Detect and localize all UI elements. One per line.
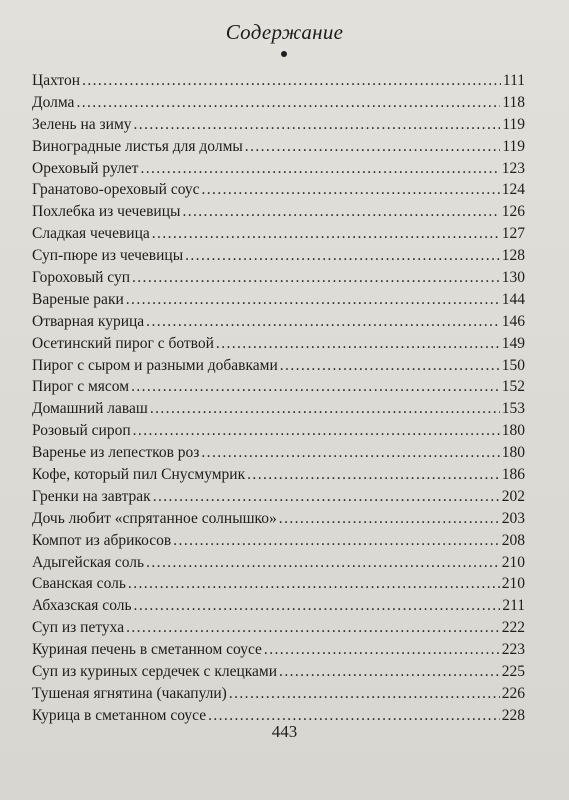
toc-dot-leader <box>279 508 500 530</box>
toc-entry-page: 210 <box>501 575 525 593</box>
toc-entry-title: Осетинский пирог с ботвой <box>32 334 214 352</box>
toc-entry-title: Адыгейская соль <box>32 553 145 571</box>
toc-dot-leader <box>245 136 501 158</box>
toc-entry-page: 153 <box>501 400 525 418</box>
toc-dot-leader <box>280 355 500 377</box>
toc-entry <box>32 267 525 289</box>
toc-dot-leader <box>146 552 500 574</box>
toc-entry <box>32 333 525 355</box>
toc-entry-page: 226 <box>501 684 525 702</box>
toc-dot-leader <box>128 573 500 595</box>
toc-dot-leader <box>76 92 500 114</box>
toc-entry-title: Зелень на зиму <box>32 115 132 133</box>
toc-dot-leader <box>153 486 500 508</box>
toc-entry-page: 146 <box>501 312 525 330</box>
toc-dot-leader <box>150 398 500 420</box>
toc-entry-title: Кофе, который пил Снусмумрик <box>32 466 246 484</box>
toc-entry-page: 119 <box>502 137 525 155</box>
toc-entry-page: 223 <box>501 641 525 659</box>
toc-entry-title: Дочь любит «спрятанное солнышко» <box>32 509 277 527</box>
table-of-contents <box>32 70 525 727</box>
toc-entry-title: Вареные раки <box>32 290 124 308</box>
toc-entry-page: 203 <box>501 509 525 527</box>
toc-entry <box>32 442 525 464</box>
toc-dot-leader <box>126 617 500 639</box>
toc-entry <box>32 639 525 661</box>
toc-entry-page: 152 <box>501 378 525 396</box>
toc-dot-leader <box>264 639 500 661</box>
toc-entry-page: 150 <box>501 356 525 374</box>
toc-dot-leader <box>229 683 500 705</box>
toc-dot-leader <box>201 442 499 464</box>
toc-entry-page: 202 <box>501 487 525 505</box>
toc-entry <box>32 311 525 333</box>
toc-entry-title: Суп из куриных сердечек с клецками <box>32 663 278 681</box>
toc-dot-leader <box>247 464 500 486</box>
toc-entry <box>32 92 525 114</box>
toc-entry-page: 225 <box>501 663 525 681</box>
toc-entry-page: 123 <box>501 159 525 177</box>
toc-entry-page: 208 <box>501 531 525 549</box>
toc-dot-leader <box>152 223 500 245</box>
toc-entry-title: Цахтон <box>32 72 81 89</box>
toc-entry-title: Тушеная ягнятина (чакапули) <box>32 684 227 702</box>
toc-entry <box>32 223 525 245</box>
toc-entry-title: Варенье из лепестков роз <box>32 444 200 462</box>
toc-entry-title: Домашний лаваш <box>32 400 148 418</box>
toc-entry <box>32 595 525 617</box>
toc-entry <box>32 464 525 486</box>
toc-dot-leader <box>146 311 500 333</box>
toc-entry <box>32 114 525 136</box>
toc-entry-title: Куриная печень в сметанном соусе <box>32 641 262 659</box>
toc-entry <box>32 617 525 639</box>
toc-entry <box>32 376 525 398</box>
toc-entry-title: Пирог с сыром и разными добавками <box>32 356 278 374</box>
toc-entry <box>32 530 525 552</box>
toc-entry-title: Абхазская соль <box>32 597 132 615</box>
toc-entry <box>32 420 525 442</box>
toc-entry-page: 186 <box>501 466 525 484</box>
toc-dot-leader <box>182 201 499 223</box>
toc-entry <box>32 661 525 683</box>
toc-entry-title: Гороховый суп <box>32 269 130 287</box>
toc-entry-page: 111 <box>502 72 525 89</box>
toc-entry <box>32 70 525 92</box>
toc-dot-leader <box>134 114 501 136</box>
toc-dot-leader <box>133 420 500 442</box>
toc-entry <box>32 486 525 508</box>
toc-entry-title: Виноградные листья для долмы <box>32 137 243 155</box>
toc-entry <box>32 179 525 201</box>
toc-entry <box>32 355 525 377</box>
toc-entry <box>32 136 525 158</box>
toc-entry-title: Компот из абрикосов <box>32 531 172 549</box>
toc-entry-page: 228 <box>501 706 525 724</box>
toc-entry-title: Похлебка из чечевицы <box>32 203 181 221</box>
toc-dot-leader <box>134 595 501 617</box>
title-ornament-dot <box>281 51 287 57</box>
toc-entry-title: Курица в сметанном соусе <box>32 706 207 724</box>
toc-entry <box>32 508 525 530</box>
toc-entry-title: Сванская соль <box>32 575 126 593</box>
toc-entry-page: 222 <box>501 619 525 637</box>
toc-entry <box>32 552 525 574</box>
toc-dot-leader <box>126 289 500 311</box>
toc-entry-title: Пирог с мясом <box>32 378 130 396</box>
toc-entry-page: 124 <box>501 181 525 199</box>
toc-dot-leader <box>173 530 499 552</box>
page-number: 443 <box>271 722 298 741</box>
toc-entry-page: 127 <box>501 225 525 243</box>
toc-dot-leader <box>140 158 499 180</box>
toc-entry <box>32 683 525 705</box>
toc-entry-page: 149 <box>501 334 525 352</box>
toc-entry <box>32 245 525 267</box>
toc-entry-title: Отварная курица <box>32 312 145 330</box>
toc-entry <box>32 289 525 311</box>
toc-entry-title: Ореховый рулет <box>32 159 139 177</box>
toc-entry-page: 128 <box>501 247 525 265</box>
toc-entry-page: 119 <box>502 115 525 133</box>
toc-entry-page: 211 <box>502 597 525 615</box>
toc-entry <box>32 398 525 420</box>
toc-entry <box>32 573 525 595</box>
toc-dot-leader <box>131 376 500 398</box>
toc-entry-page: 180 <box>501 444 525 462</box>
toc-entry-title: Розовый сироп <box>32 422 131 440</box>
toc-dot-leader <box>82 70 501 92</box>
toc-entry-page: 130 <box>501 269 525 287</box>
toc-entry-page: 126 <box>501 203 525 221</box>
toc-entry-title: Сладкая чечевица <box>32 225 150 243</box>
toc-entry-title: Суп из петуха <box>32 619 125 637</box>
toc-entry-title: Долма <box>32 93 75 111</box>
toc-entry-page: 118 <box>502 93 525 111</box>
toc-entry-page: 144 <box>501 290 525 308</box>
toc-entry-page: 180 <box>501 422 525 440</box>
toc-dot-leader <box>279 661 500 683</box>
toc-entry-title: Гранатово-ореховый соус <box>32 181 200 199</box>
toc-dot-leader <box>216 333 500 355</box>
toc-entry <box>32 158 525 180</box>
toc-entry <box>32 201 525 223</box>
toc-entry-title: Гренки на завтрак <box>32 487 151 505</box>
page-title: Содержание <box>225 20 344 44</box>
toc-dot-leader <box>202 179 500 201</box>
toc-dot-leader <box>185 245 500 267</box>
toc-entry-page: 210 <box>501 553 525 571</box>
toc-entry-title: Суп-пюре из чечевицы <box>32 247 184 265</box>
toc-dot-leader <box>132 267 500 289</box>
